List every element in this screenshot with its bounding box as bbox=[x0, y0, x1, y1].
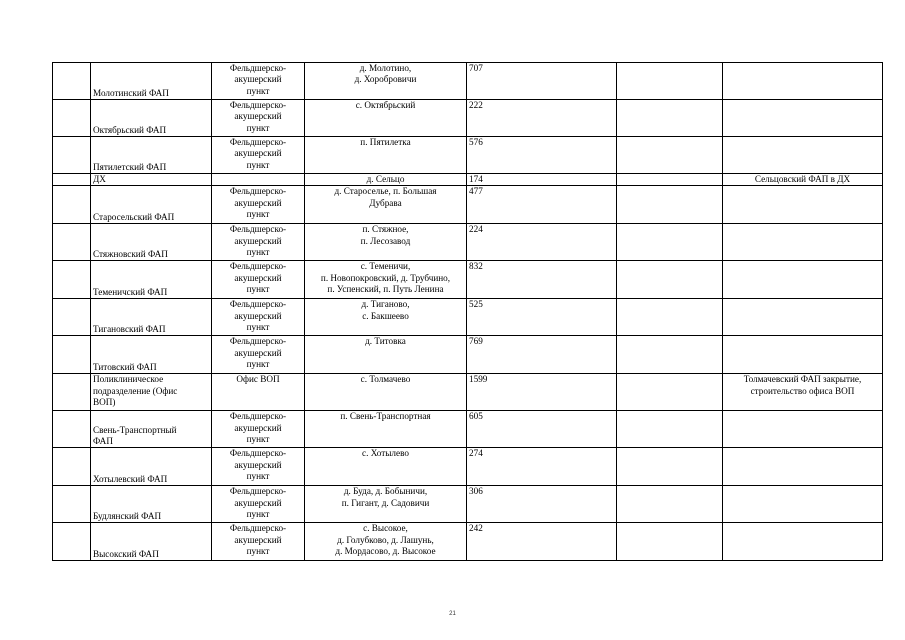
cell-locations bbox=[305, 523, 467, 561]
cell-line: пункт bbox=[246, 209, 270, 220]
cell-line: акушерский bbox=[234, 459, 282, 470]
cell-note bbox=[723, 137, 883, 174]
cell-number bbox=[53, 174, 91, 186]
cell-note bbox=[723, 174, 883, 186]
cell-number bbox=[53, 261, 91, 299]
cell-line: Фельдшерско- bbox=[229, 299, 287, 310]
facilities-table bbox=[52, 62, 883, 561]
cell-note bbox=[723, 336, 883, 374]
cell-line: акушерский bbox=[234, 497, 282, 508]
cell-facility-type bbox=[212, 186, 305, 224]
cell-facility-name bbox=[91, 137, 212, 174]
cell-line: пункт bbox=[246, 247, 270, 258]
cell-line: пункт bbox=[246, 122, 270, 133]
cell-locations bbox=[305, 374, 467, 411]
cell-empty bbox=[617, 486, 723, 523]
cell-population: 707 bbox=[467, 63, 617, 100]
cell-line: д. Титовка bbox=[365, 336, 406, 347]
cell-line: Дубрава bbox=[369, 197, 402, 208]
cell-line: Фельдшерско- bbox=[229, 448, 287, 459]
cell-line: пункт bbox=[246, 85, 270, 96]
cell-empty bbox=[617, 137, 723, 174]
table-row bbox=[53, 137, 883, 174]
cell-number bbox=[53, 186, 91, 224]
cell-empty bbox=[617, 261, 723, 299]
cell-empty bbox=[617, 299, 723, 336]
cell-facility-name bbox=[91, 63, 212, 100]
cell-facility-name bbox=[91, 486, 212, 523]
cell-facility-type bbox=[212, 411, 305, 448]
cell-locations bbox=[305, 186, 467, 224]
cell-population: 832 bbox=[467, 261, 617, 299]
cell-line: пункт bbox=[246, 434, 270, 445]
cell-line: строительство офиса ВОП bbox=[750, 385, 855, 396]
cell-number bbox=[53, 374, 91, 411]
cell-line: д. Староселье, п. Большая bbox=[334, 186, 437, 197]
cell-line: Фельдшерско- bbox=[229, 336, 287, 347]
cell-locations bbox=[305, 100, 467, 137]
cell-number bbox=[53, 224, 91, 261]
cell-line: акушерский bbox=[234, 235, 282, 246]
cell-locations bbox=[305, 261, 467, 299]
cell-facility-type bbox=[212, 523, 305, 561]
cell-empty bbox=[617, 523, 723, 561]
cell-line: Толмачевский ФАП закрытие, bbox=[743, 374, 862, 385]
cell-facility-name bbox=[91, 224, 212, 261]
cell-line: п. Стяжное, bbox=[362, 224, 409, 235]
cell-facility-type bbox=[212, 299, 305, 336]
cell-empty bbox=[617, 448, 723, 486]
cell-line: с. Хотылево bbox=[362, 448, 409, 459]
cell-line: Свень-Транспортный bbox=[93, 424, 177, 435]
cell-line: д. Хоробровичи bbox=[354, 74, 417, 85]
cell-line: ВОП) bbox=[93, 397, 116, 408]
cell-number bbox=[53, 523, 91, 561]
cell-facility-type bbox=[212, 448, 305, 486]
cell-facility-name bbox=[91, 299, 212, 336]
table-row bbox=[53, 374, 883, 411]
cell-number bbox=[53, 411, 91, 448]
cell-facility-name bbox=[91, 174, 212, 186]
table-row bbox=[53, 224, 883, 261]
cell-line: Фельдшерско- bbox=[229, 261, 287, 272]
cell-facility-type bbox=[212, 336, 305, 374]
cell-line: подразделение (Офис bbox=[93, 385, 178, 396]
cell-number bbox=[53, 486, 91, 523]
cell-locations bbox=[305, 137, 467, 174]
cell-number bbox=[53, 137, 91, 174]
cell-line: Фельдшерско- bbox=[229, 137, 287, 147]
cell-facility-name bbox=[91, 411, 212, 448]
table-row bbox=[53, 299, 883, 336]
cell-line: пункт bbox=[246, 471, 270, 482]
cell-note bbox=[723, 523, 883, 561]
cell-line: Октябрьский ФАП bbox=[93, 124, 167, 135]
cell-line: ДХ bbox=[93, 174, 106, 184]
cell-line: акушерский bbox=[234, 148, 282, 159]
cell-line: Высокский ФАП bbox=[93, 549, 159, 559]
cell-line: пункт bbox=[246, 159, 270, 170]
cell-note bbox=[723, 224, 883, 261]
cell-line: Стяжновский ФАП bbox=[93, 249, 168, 259]
cell-line: Молотинский ФАП bbox=[93, 87, 169, 98]
cell-locations bbox=[305, 224, 467, 261]
table-body bbox=[53, 63, 883, 561]
cell-empty bbox=[617, 411, 723, 448]
page-number: 21 bbox=[449, 611, 456, 617]
cell-facility-name bbox=[91, 336, 212, 374]
cell-line: Титовский ФАП bbox=[93, 362, 157, 372]
cell-line: пункт bbox=[246, 359, 270, 370]
cell-line: Теменичский ФАП bbox=[93, 287, 168, 297]
cell-line: акушерский bbox=[234, 111, 282, 122]
table-row bbox=[53, 100, 883, 137]
cell-note bbox=[723, 100, 883, 137]
cell-number bbox=[53, 63, 91, 100]
cell-line: акушерский bbox=[234, 74, 282, 85]
table-row bbox=[53, 63, 883, 100]
cell-line: акушерский bbox=[234, 197, 282, 208]
table-row bbox=[53, 174, 883, 186]
cell-locations bbox=[305, 448, 467, 486]
cell-empty bbox=[617, 336, 723, 374]
cell-population: 605 bbox=[467, 411, 617, 448]
cell-population: 174 bbox=[467, 174, 617, 186]
cell-note bbox=[723, 448, 883, 486]
cell-facility-name bbox=[91, 100, 212, 137]
table-row bbox=[53, 486, 883, 523]
cell-facility-name bbox=[91, 186, 212, 224]
cell-line: Фельдшерско- bbox=[229, 224, 287, 235]
cell-line: пункт bbox=[246, 509, 270, 520]
cell-locations bbox=[305, 63, 467, 100]
cell-facility-type bbox=[212, 100, 305, 137]
cell-line: Тигановский ФАП bbox=[93, 324, 166, 334]
cell-line: акушерский bbox=[234, 310, 282, 321]
table-row bbox=[53, 448, 883, 486]
cell-line: Пятилетский ФАП bbox=[93, 161, 167, 172]
cell-empty bbox=[617, 174, 723, 186]
cell-line: Фельдшерско- bbox=[229, 100, 287, 110]
cell-line: д. Голубково, д. Лашунь, bbox=[337, 534, 434, 545]
cell-line: п. Пятилетка bbox=[360, 137, 411, 147]
cell-line: п. Гигант, д. Садовичи bbox=[341, 497, 430, 508]
cell-population: 274 bbox=[467, 448, 617, 486]
cell-line: с. Толмачево bbox=[360, 374, 411, 385]
cell-line: Фельдшерско- bbox=[229, 186, 287, 197]
cell-note bbox=[723, 186, 883, 224]
cell-note bbox=[723, 299, 883, 336]
cell-empty bbox=[617, 100, 723, 137]
cell-line: Будлянский ФАП bbox=[93, 511, 162, 521]
cell-line: д. Буда, д. Бобыничи, bbox=[343, 486, 428, 497]
cell-locations bbox=[305, 486, 467, 523]
cell-line: с. Теменичи, bbox=[360, 261, 411, 272]
cell-line: д. Мордасово, д. Высокое bbox=[335, 546, 436, 557]
cell-population: 769 bbox=[467, 336, 617, 374]
cell-facility-name bbox=[91, 448, 212, 486]
cell-facility-type bbox=[212, 486, 305, 523]
cell-locations bbox=[305, 336, 467, 374]
cell-facility-type bbox=[212, 137, 305, 174]
cell-line: пункт bbox=[246, 284, 270, 295]
cell-population: 222 bbox=[467, 100, 617, 137]
cell-empty bbox=[617, 186, 723, 224]
cell-line: Фельдшерско- bbox=[229, 63, 287, 73]
cell-facility-type bbox=[212, 63, 305, 100]
cell-number bbox=[53, 336, 91, 374]
cell-line: Старосельский ФАП bbox=[93, 212, 175, 222]
cell-line: п. Свень-Транспортная bbox=[340, 411, 431, 422]
cell-population: 306 bbox=[467, 486, 617, 523]
cell-line: Сельцовский ФАП в ДХ bbox=[754, 174, 851, 184]
cell-line: п. Новопокровский, д. Трубчино, bbox=[320, 272, 451, 283]
cell-line: Фельдшерско- bbox=[229, 486, 287, 497]
cell-empty bbox=[617, 224, 723, 261]
table-row bbox=[53, 186, 883, 224]
cell-line: с. Высокое, bbox=[363, 523, 408, 534]
cell-note bbox=[723, 261, 883, 299]
cell-facility-type bbox=[212, 374, 305, 411]
cell-population: 1599 bbox=[467, 374, 617, 411]
cell-facility-name bbox=[91, 523, 212, 561]
table-row bbox=[53, 523, 883, 561]
cell-population: 224 bbox=[467, 224, 617, 261]
cell-facility-type bbox=[212, 174, 305, 186]
cell-note bbox=[723, 63, 883, 100]
cell-line: с. Бакшеево bbox=[362, 310, 409, 321]
cell-line: акушерский bbox=[234, 272, 282, 283]
cell-line: п. Успенский, п. Путь Ленина bbox=[327, 284, 444, 295]
cell-line: д. Молотино, bbox=[359, 63, 412, 73]
cell-facility-type bbox=[212, 224, 305, 261]
cell-line: Поликлиническое bbox=[93, 374, 164, 385]
cell-line: д. Тиганово, bbox=[361, 299, 410, 310]
cell-line: ФАП bbox=[93, 436, 113, 446]
cell-line: акушерский bbox=[234, 347, 282, 358]
cell-locations bbox=[305, 174, 467, 186]
cell-empty bbox=[617, 374, 723, 411]
table-row bbox=[53, 411, 883, 448]
cell-population: 242 bbox=[467, 523, 617, 561]
cell-line: Фельдшерско- bbox=[229, 523, 287, 534]
cell-line: акушерский bbox=[234, 422, 282, 433]
cell-facility-type bbox=[212, 261, 305, 299]
cell-population: 477 bbox=[467, 186, 617, 224]
cell-line: Офис ВОП bbox=[236, 374, 280, 385]
cell-line: с. Октябрьский bbox=[355, 100, 416, 110]
cell-note bbox=[723, 486, 883, 523]
cell-line: д. Сельцо bbox=[366, 174, 405, 184]
cell-line: пункт bbox=[246, 546, 270, 557]
table-row bbox=[53, 261, 883, 299]
cell-line: Фельдшерско- bbox=[229, 411, 287, 422]
table-row bbox=[53, 336, 883, 374]
cell-note bbox=[723, 411, 883, 448]
cell-number bbox=[53, 299, 91, 336]
cell-line: пункт bbox=[246, 322, 270, 333]
cell-note bbox=[723, 374, 883, 411]
cell-line: акушерский bbox=[234, 534, 282, 545]
cell-locations bbox=[305, 299, 467, 336]
cell-locations bbox=[305, 411, 467, 448]
cell-empty bbox=[617, 63, 723, 100]
cell-facility-name bbox=[91, 374, 212, 411]
cell-population: 576 bbox=[467, 137, 617, 174]
cell-number bbox=[53, 448, 91, 486]
cell-population: 525 bbox=[467, 299, 617, 336]
cell-line: Хотылевский ФАП bbox=[93, 474, 168, 484]
cell-line: п. Лесозавод bbox=[360, 235, 411, 246]
cell-number bbox=[53, 100, 91, 137]
cell-facility-name bbox=[91, 261, 212, 299]
